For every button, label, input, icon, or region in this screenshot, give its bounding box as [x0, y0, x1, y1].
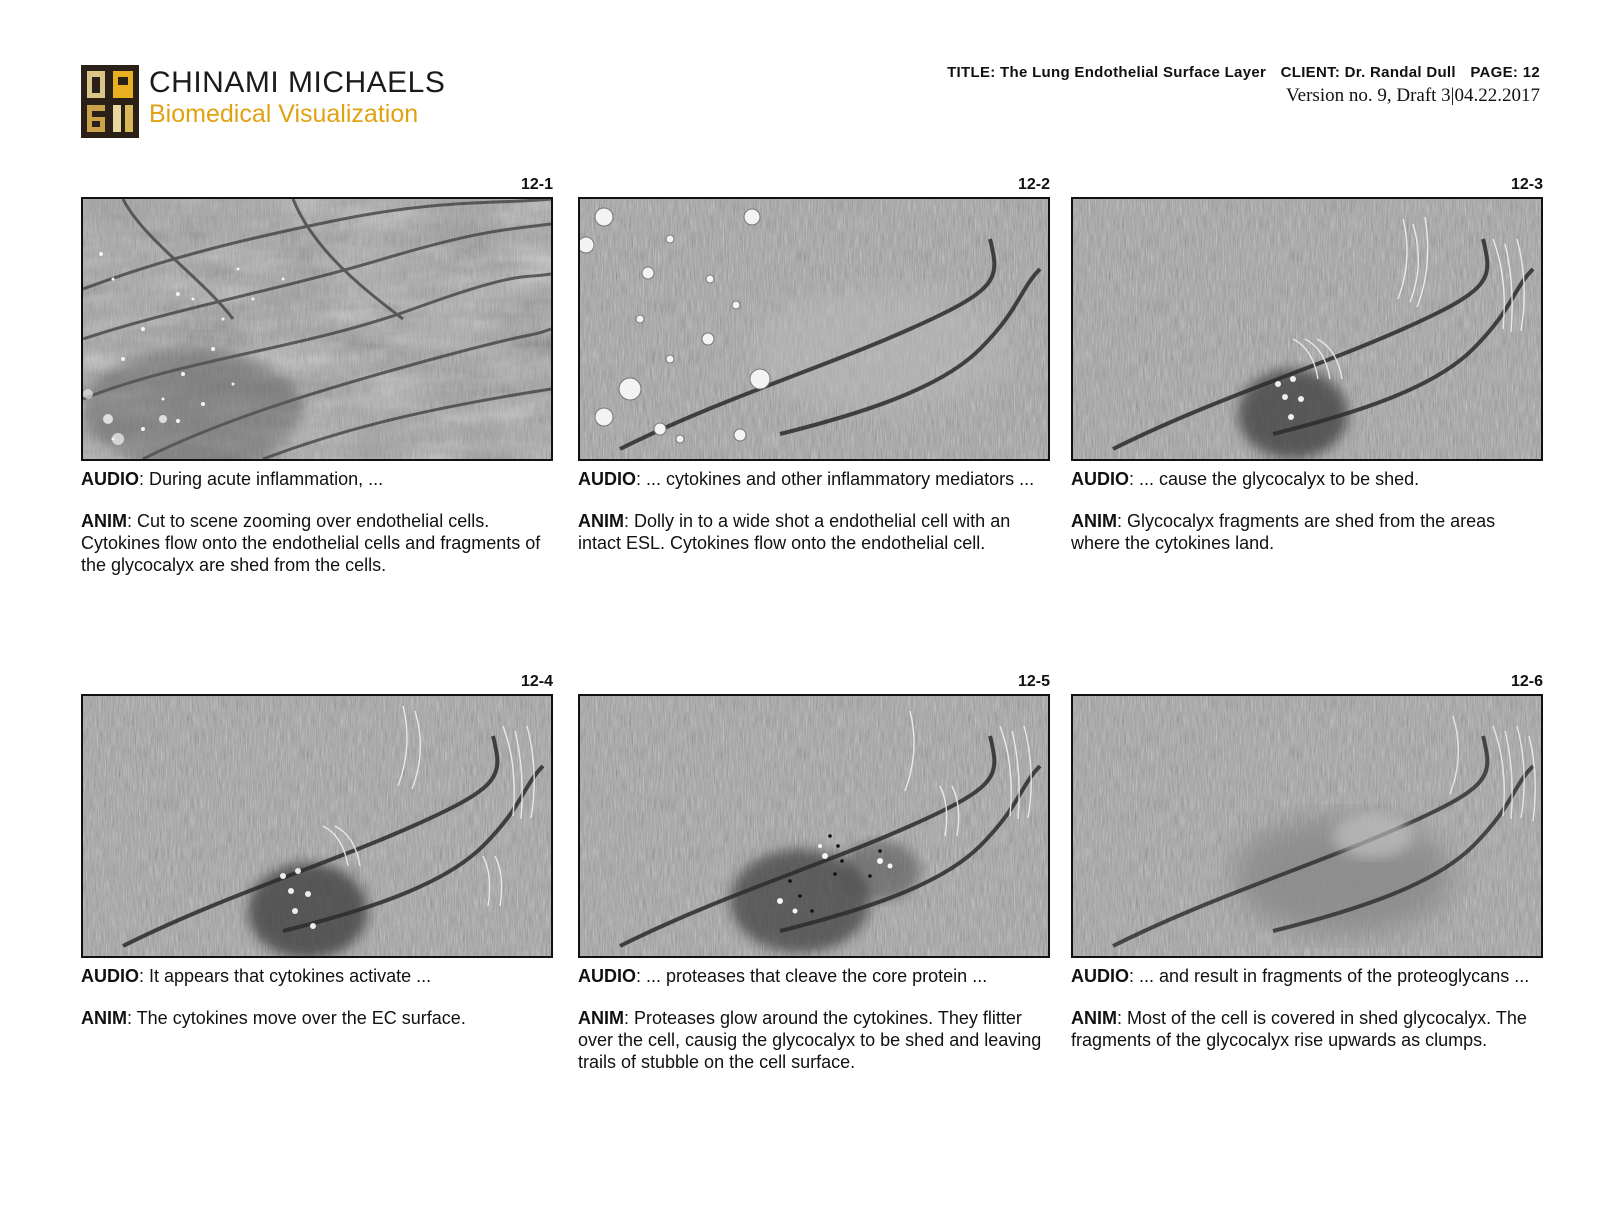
- audio-text: : During acute inflammation, ...: [139, 469, 384, 489]
- audio-line: [1071, 965, 1543, 987]
- audio-text: : ... cause the glycocalyx to be shed.: [1129, 469, 1420, 489]
- anim-label: ANIM: [578, 511, 624, 531]
- audio-label: AUDIO: [1071, 966, 1129, 986]
- frame-illustration: [580, 696, 1048, 956]
- audio-label: AUDIO: [1071, 469, 1129, 489]
- storyboard-frame: [81, 197, 553, 461]
- audio-text: : ... and result in fragments of the proteoglycans ...: [1129, 966, 1530, 986]
- anim-line: [1071, 1007, 1543, 1051]
- anim-text: : Cut to scene zooming over endothelial cells. Cytokines flow onto the endothelial cells and fragments of the glycocalyx are shed from the cells.: [81, 511, 541, 575]
- anim-label: ANIM: [81, 511, 127, 531]
- anim-text: : Glycocalyx fragments are shed from the areas where the cytokines land.: [1071, 511, 1496, 553]
- audio-label: AUDIO: [578, 469, 636, 489]
- panel-number: 12-2: [1017, 176, 1050, 193]
- anim-label: ANIM: [1071, 511, 1117, 531]
- anim-text: : The cytokines move over the EC surface.: [127, 1008, 466, 1028]
- storyboard-frame: [81, 694, 553, 958]
- audio-line: [81, 965, 553, 987]
- storyboard-frame: [1071, 197, 1543, 461]
- storyboard-frame: [578, 694, 1050, 958]
- frame-illustration: [1073, 696, 1541, 956]
- client-label: CLIENT:: [1280, 64, 1341, 81]
- panel-number: 12-4: [520, 673, 553, 690]
- brand-subtitle: Biomedical Visualization: [149, 100, 419, 128]
- panel-caption: [578, 468, 1050, 554]
- panel-number: 12-5: [1017, 673, 1050, 690]
- page-number: 12: [1522, 64, 1540, 81]
- panel-number: 12-1: [520, 176, 553, 193]
- audio-label: AUDIO: [81, 469, 139, 489]
- panel-number: 12-3: [1510, 176, 1543, 193]
- frame-illustration: [83, 199, 551, 459]
- storyboard-frame: [1071, 694, 1543, 958]
- audio-line: [81, 468, 553, 490]
- anim-line: [81, 510, 553, 576]
- company-logo: [81, 65, 139, 138]
- panel-caption: [81, 468, 553, 576]
- panel-caption: [1071, 468, 1543, 554]
- frame-illustration: [83, 696, 551, 956]
- brand-name: CHINAMI MICHAELS: [149, 66, 446, 99]
- audio-label: AUDIO: [578, 966, 636, 986]
- anim-line: [81, 1007, 553, 1029]
- audio-line: [578, 965, 1050, 987]
- audio-text: : It appears that cytokines activate ...: [139, 966, 432, 986]
- anim-text: : Dolly in to a wide shot a endothelial cell with an intact ESL. Cytokines flow onto the endothelial cell.: [578, 511, 1011, 553]
- audio-text: : ... proteases that cleave the core protein ...: [636, 966, 988, 986]
- panel-caption: [1071, 965, 1543, 1051]
- meta-title-line: [947, 64, 1540, 81]
- anim-line: [578, 510, 1050, 554]
- panel-caption: [578, 965, 1050, 1073]
- page-label: PAGE:: [1470, 64, 1519, 81]
- audio-label: AUDIO: [81, 966, 139, 986]
- document-meta: [947, 64, 1540, 107]
- title-label: TITLE:: [947, 64, 996, 81]
- anim-label: ANIM: [578, 1008, 624, 1028]
- audio-line: [1071, 468, 1543, 490]
- document-title: The Lung Endothelial Surface Layer: [1000, 64, 1267, 81]
- frame-illustration: [580, 199, 1048, 459]
- panel-caption: [81, 965, 553, 1029]
- anim-text: : Proteases glow around the cytokines. They flitter over the cell, causig the glycocalyx to be shed and leaving trails of stubble on the cell surface.: [578, 1008, 1042, 1072]
- storyboard-frame: [578, 197, 1050, 461]
- frame-illustration: [1073, 199, 1541, 459]
- version-line: Version no. 9, Draft 3|04.22.2017: [1286, 85, 1540, 106]
- audio-line: [578, 468, 1050, 490]
- client-name: Dr. Randal Dull: [1344, 64, 1456, 81]
- anim-label: ANIM: [81, 1008, 127, 1028]
- audio-text: : ... cytokines and other inflammatory mediators ...: [636, 469, 1035, 489]
- anim-label: ANIM: [1071, 1008, 1117, 1028]
- panel-number: 12-6: [1510, 673, 1543, 690]
- anim-line: [1071, 510, 1543, 554]
- anim-line: [578, 1007, 1050, 1073]
- anim-text: : Most of the cell is covered in shed glycocalyx. The fragments of the glycocalyx rise upwards as clumps.: [1071, 1008, 1527, 1050]
